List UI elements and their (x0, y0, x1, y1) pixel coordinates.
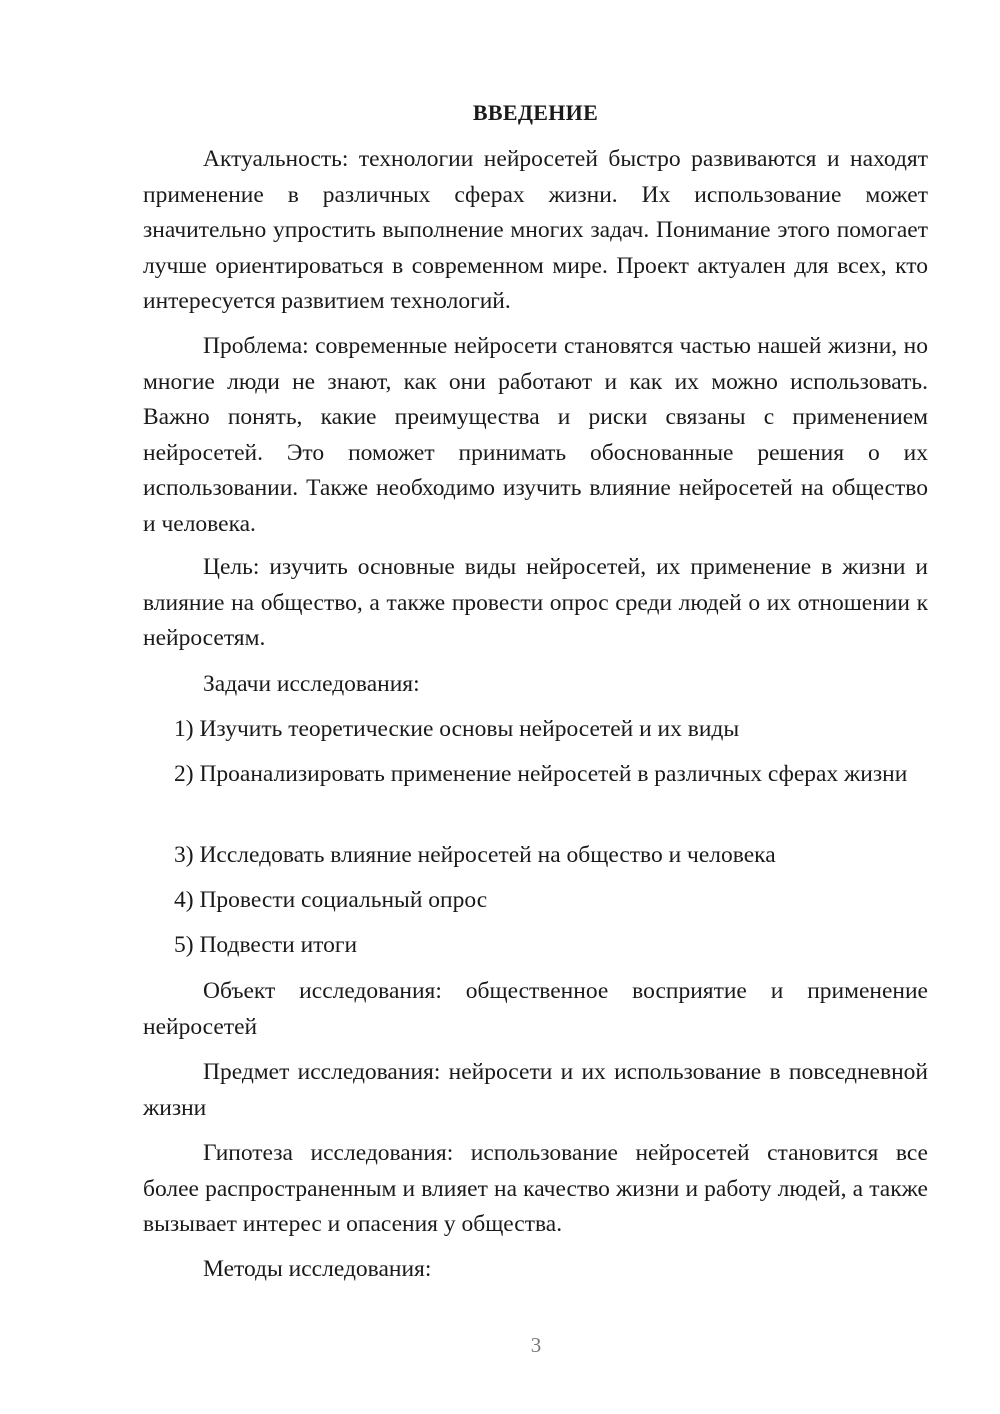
tasks-heading: Задачи исследования: (203, 671, 420, 697)
task-item-3: 3) Исследовать влияние нейросетей на общество и человека (174, 842, 776, 868)
task-item-4: 4) Провести социальный опрос (174, 887, 488, 913)
problem-paragraph: Проблема: современные нейросети становятся частью нашей жизни, но многие люди не знают, как они работают и как их можно использовать. Важно понять, какие преимущества и риски связаны с применением нейросетей. Это поможет принимать обоснованные решения о их использовании. Также необходимо изучить влияние нейросетей на общество и человека. (143, 333, 928, 537)
task-item-5: 5) Подвести итоги (174, 932, 358, 958)
subject-paragraph: Предмет исследования: нейросети и их использование в повседневной жизни (143, 1059, 928, 1121)
page-title: ВВЕДЕНИЕ (472, 100, 599, 125)
goal-paragraph: Цель: изучить основные виды нейросетей, их применение в жизни и влияние на общество, а также провести опрос среди людей о их отношении к нейросетям. (143, 554, 928, 651)
hypothesis-paragraph: Гипотеза исследования: использование нейросетей становится все более распространенным и влияет на качество жизни и работу людей, а также вызывает интерес и опасения у общества. (143, 1140, 928, 1237)
task-item-2: 2) Проанализировать применение нейросетей в различных сферах жизни (174, 761, 908, 787)
relevance-paragraph: Актуальность: технологии нейросетей быстро развиваются и находят применение в различных сферах жизни. Их использование может значительно упростить выполнение многих задач. Понимание этого помогает лучше ориентироваться в современном мире. Проект актуален для всех, кто интересуется развитием технологий. (143, 146, 928, 314)
page-number: 3 (530, 1333, 542, 1357)
object-paragraph: Объект исследования: общественное восприятие и применение нейросетей (143, 978, 928, 1040)
methods-heading: Методы исследования: (203, 1256, 432, 1282)
task-item-1: 1) Изучить теоретические основы нейросетей и их виды (174, 716, 740, 742)
